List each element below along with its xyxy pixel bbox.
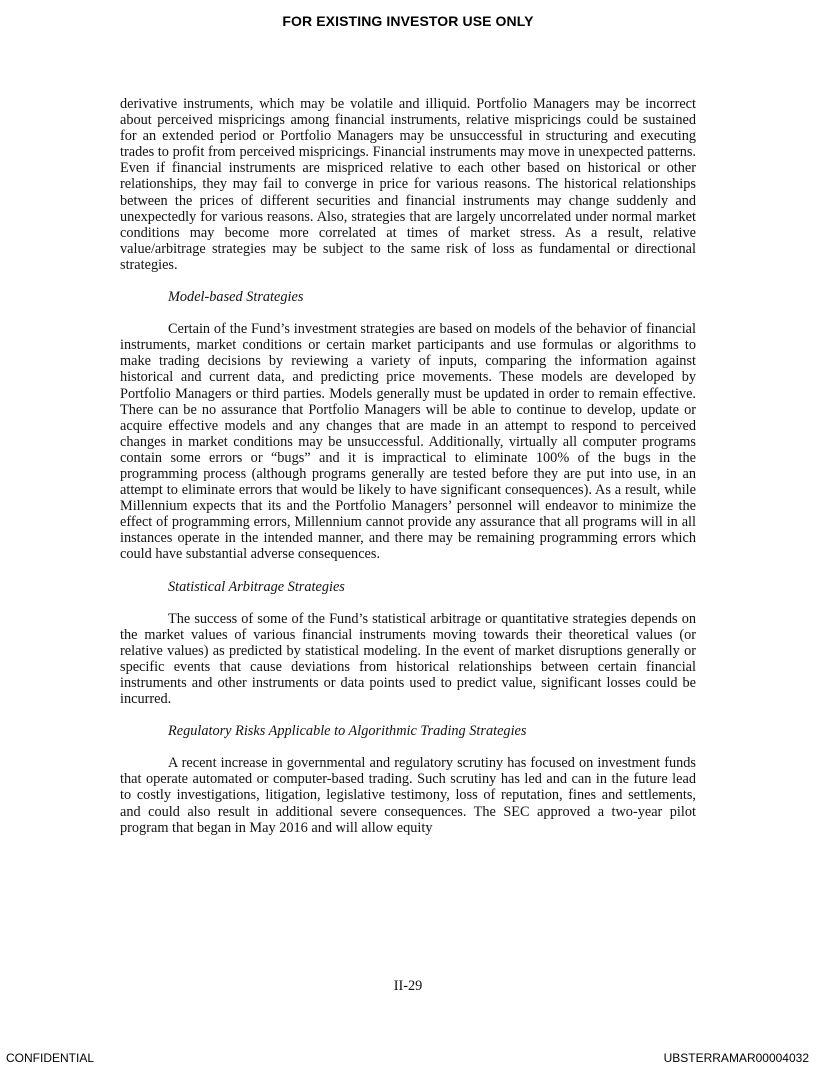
page-number: II-29: [393, 978, 423, 994]
section-heading-regulatory-risks: Regulatory Risks Applicable to Algorithmic Trading Strategies: [168, 723, 527, 740]
section-paragraph-regulatory-risks: A recent increase in governmental and regulatory scrutiny has focused on investment funds that operate automated or computer-based trading. Such scrutiny has led and can in the future lead to costly investigations, litigation, legislative testimony, loss of reputation, fines and settlements, and could also result in additional severe consequences. The SEC approved a two-year pilot program that began in May 2016 and will allow equity: [120, 755, 696, 836]
intro-paragraph: derivative instruments, which may be volatile and illiquid. Portfolio Managers may be incorrect about perceived mispricings among financial instruments, relative mispricings could be sustained for an extended period or Portfolio Managers may be unsuccessful in structuring and executing trades to profit from perceived mispricings. Financial instruments may move in unexpected patterns. Even if financial instruments are mispriced relative to each other based on historical or other relationships, they may fail to converge in price for various reasons. The historical relationships between the prices of different securities and financial instruments may change suddenly and unexpectedly for various reasons. Also, strategies that are largely uncorrelated under normal market conditions may become more correlated at times of market stress. As a result, relative value/arbitrage strategies may be subject to the same risk of loss as fundamental or directional strategies.: [120, 96, 696, 273]
section-heading-model-based: Model-based Strategies: [168, 289, 304, 306]
section-heading-statistical-arbitrage: Statistical Arbitrage Strategies: [168, 578, 345, 595]
section-paragraph-model-based: Certain of the Fund’s investment strategies are based on models of the behavior of financial instruments, market conditions or certain market participants and use formulas or algorithms to make trading decisions by reviewing a variety of inputs, comparing the information against historical and current data, and predicting price movements. These models are developed by Portfolio Managers or third parties. Models generally must be updated in order to remain effective. There can be no assurance that Portfolio Managers will be able to continue to develop, update or acquire effective models and any changes that are made in an attempt to respond to perceived changes in market conditions may be unsuccessful. Additionally, virtually all computer programs contain some errors or “bugs” and it is impractical to eliminate 100% of the bugs in the programming process (although programs generally are tested before they are put into use, in an attempt to eliminate errors that would be likely to have significant consequences). As a result, while Millennium expects that its and the Portfolio Managers’ personnel will endeavor to minimize the effect of programming errors, Millennium cannot provide any assurance that all programs will in all instances operate in the intended manner, and there may be remaining programming errors which could have substantial adverse consequences.: [120, 321, 696, 563]
section-paragraph-statistical-arbitrage: The success of some of the Fund’s statistical arbitrage or quantitative strategies depends on the market values of various financial instruments moving towards their theoretical values (or relative values) as predicted by statistical modeling. In the event of market disruptions generally or specific events that cause deviations from historical relationships between certain financial instruments and other instruments or data points used to predict value, significant losses could be incurred.: [120, 610, 696, 708]
document-body: [120, 96, 696, 836]
confidential-label: CONFIDENTIAL: [6, 1051, 95, 1065]
page-header-title: FOR EXISTING INVESTOR USE ONLY: [282, 13, 534, 29]
bates-number: UBSTERRAMAR00004032: [663, 1051, 809, 1065]
